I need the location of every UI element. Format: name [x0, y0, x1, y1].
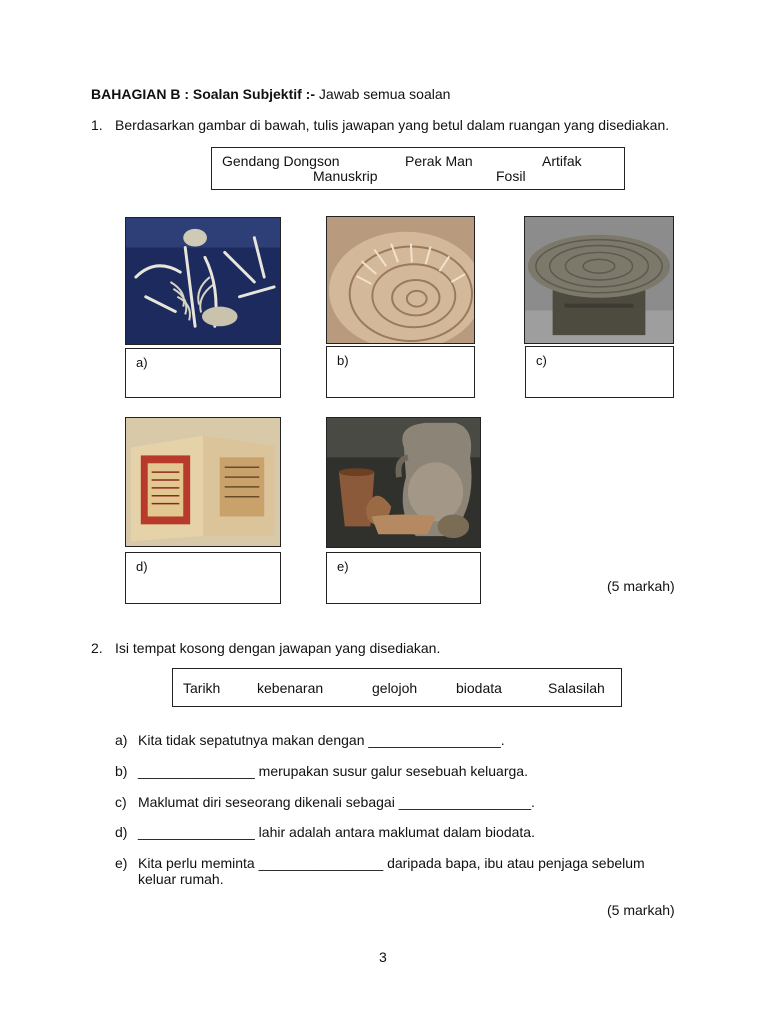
word-bank-item: gelojoh — [372, 680, 418, 696]
q1-word-bank — [211, 147, 625, 190]
answer-box-d[interactable] — [125, 552, 281, 604]
word-bank-item: Fosil — [496, 168, 526, 184]
answer-box-e[interactable] — [326, 552, 481, 604]
q2-marks: (5 markah) — [607, 902, 675, 918]
word-bank-item: Artifak — [542, 153, 582, 169]
word-bank-item: kebenaran — [257, 680, 324, 696]
manuscript-image — [125, 417, 281, 547]
q1-number: 1. — [91, 117, 103, 133]
answer-label: c) — [536, 353, 547, 368]
answer-label: a) — [136, 355, 148, 370]
q2-word-bank — [172, 668, 622, 707]
fossil-image — [326, 216, 475, 344]
answer-box-a[interactable] — [125, 348, 281, 398]
word-bank-item: Manuskrip — [313, 168, 378, 184]
skeleton-image — [125, 217, 281, 345]
drum-image — [524, 216, 674, 344]
section-heading: BAHAGIAN B : Soalan Subjektif :- Jawab semua soalan — [91, 86, 451, 102]
q2-instruction: Isi tempat kosong dengan jawapan yang disediakan. — [115, 640, 441, 656]
answer-label: d) — [136, 559, 148, 574]
word-bank-item: Tarikh — [183, 680, 221, 696]
answer-box-c[interactable] — [525, 346, 674, 398]
answer-box-b[interactable] — [326, 346, 475, 398]
q1-instruction: Berdasarkan gambar di bawah, tulis jawapan yang betul dalam ruangan yang disediakan. — [115, 117, 670, 133]
word-bank-item: Perak Man — [405, 153, 473, 169]
answer-label: b) — [337, 353, 349, 368]
q1-marks: (5 markah) — [607, 578, 675, 594]
page-number: 3 — [379, 949, 387, 965]
artefacts-image — [326, 417, 481, 548]
word-bank-item: biodata — [456, 680, 502, 696]
q2-number: 2. — [91, 640, 103, 656]
answer-label: e) — [337, 559, 349, 574]
word-bank-item: Salasilah — [548, 680, 605, 696]
word-bank-item: Gendang Dongson — [222, 153, 340, 169]
